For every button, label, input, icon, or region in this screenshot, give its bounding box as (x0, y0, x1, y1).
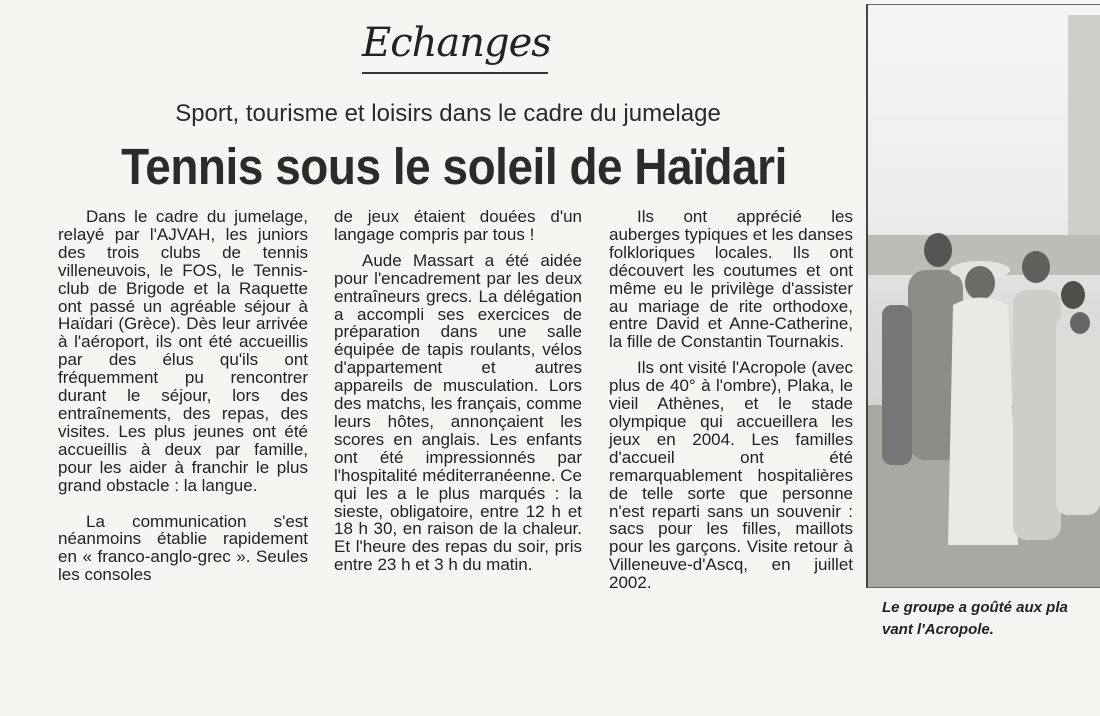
article-headline: Tennis sous le soleil de Haïdari (121, 138, 787, 195)
photo-illustration (868, 5, 1100, 587)
paragraph: Dans le cadre du jumelage, relayé par l'AJVAH, les juniors des trois clubs de tennis villeneuvois, le FOS, le Tennis-club de Brigode et la Raquette ont passé un agréable séjour à Haïdari (Grèce). Dès leur arrivée à l'aéroport, ils ont été accueillis par des élus qu'ils ont fréquemment pu rencontrer durant le séjour, lors des entraînements, des repas, des visites. Les plus jeunes ont été accueillis à deux par famille, pour les aider à franchir le plus grand obstacle : la langue. (58, 207, 308, 495)
paragraph: La communication s'est néanmoins établie rapidement en « franco-anglo-grec ». Seules les consoles (58, 511, 308, 585)
article-column-2 (334, 208, 582, 574)
paragraph: Ils ont apprécié les auberges typiques et les danses folkloriques locales. Ils ont découvert les coutumes et ont même eu le privilège d'assister au mariage de rite orthodoxe, entre David et Anne-Catherine, la fille de Constantin Tournakis. (609, 207, 853, 352)
caption-line: vant l'Acropole. (882, 621, 994, 638)
section-heading (362, 12, 551, 74)
article-column-3 (609, 208, 853, 592)
article-subtitle: Sport, tourisme et loisirs dans le cadre du jumelage (175, 100, 721, 127)
article-photo (866, 4, 1100, 588)
section-rule (362, 72, 548, 74)
paragraph: Aude Massart a été aidée pour l'encadrement par les deux entraîneurs grecs. La délégation a accompli ses exercices de préparation dans une salle équipée de tapis roulants, vélos d'appartement et autres appareils de musculation. Lors des matchs, les français, comme leurs hôtes, annonçaient les scores en anglais. Les enfants ont été impressionnés par l'hospitalité méditerranéenne. Ce qui les a le plus marqués : la sieste, obligatoire, entre 12 h et 18 h 30, en raison de la chaleur. Et l'heure des repas du soir, pris entre 23 h et 3 h du matin. (334, 250, 583, 575)
article-column-1 (58, 208, 308, 584)
caption-line: Le groupe a goûté aux pla (882, 599, 1068, 616)
paragraph: de jeux étaient douées d'un langage compris par tous ! (334, 207, 582, 244)
section-label: Echanges (362, 20, 551, 66)
photo-caption (882, 597, 1100, 641)
paragraph: Ils ont visité l'Acropole (avec plus de 40° à l'ombre), Plaka, le vieil Athènes, et le stade olympique qui accueillera les jeux en 2004. Les familles d'accueil ont été remarquablement hospitalières de telle sorte que personne n'est reparti sans un souvenir : sacs pour les filles, maillots pour les garçons. Visite retour à Villeneuve-d'Ascq, en juillet 2002. (609, 358, 853, 593)
